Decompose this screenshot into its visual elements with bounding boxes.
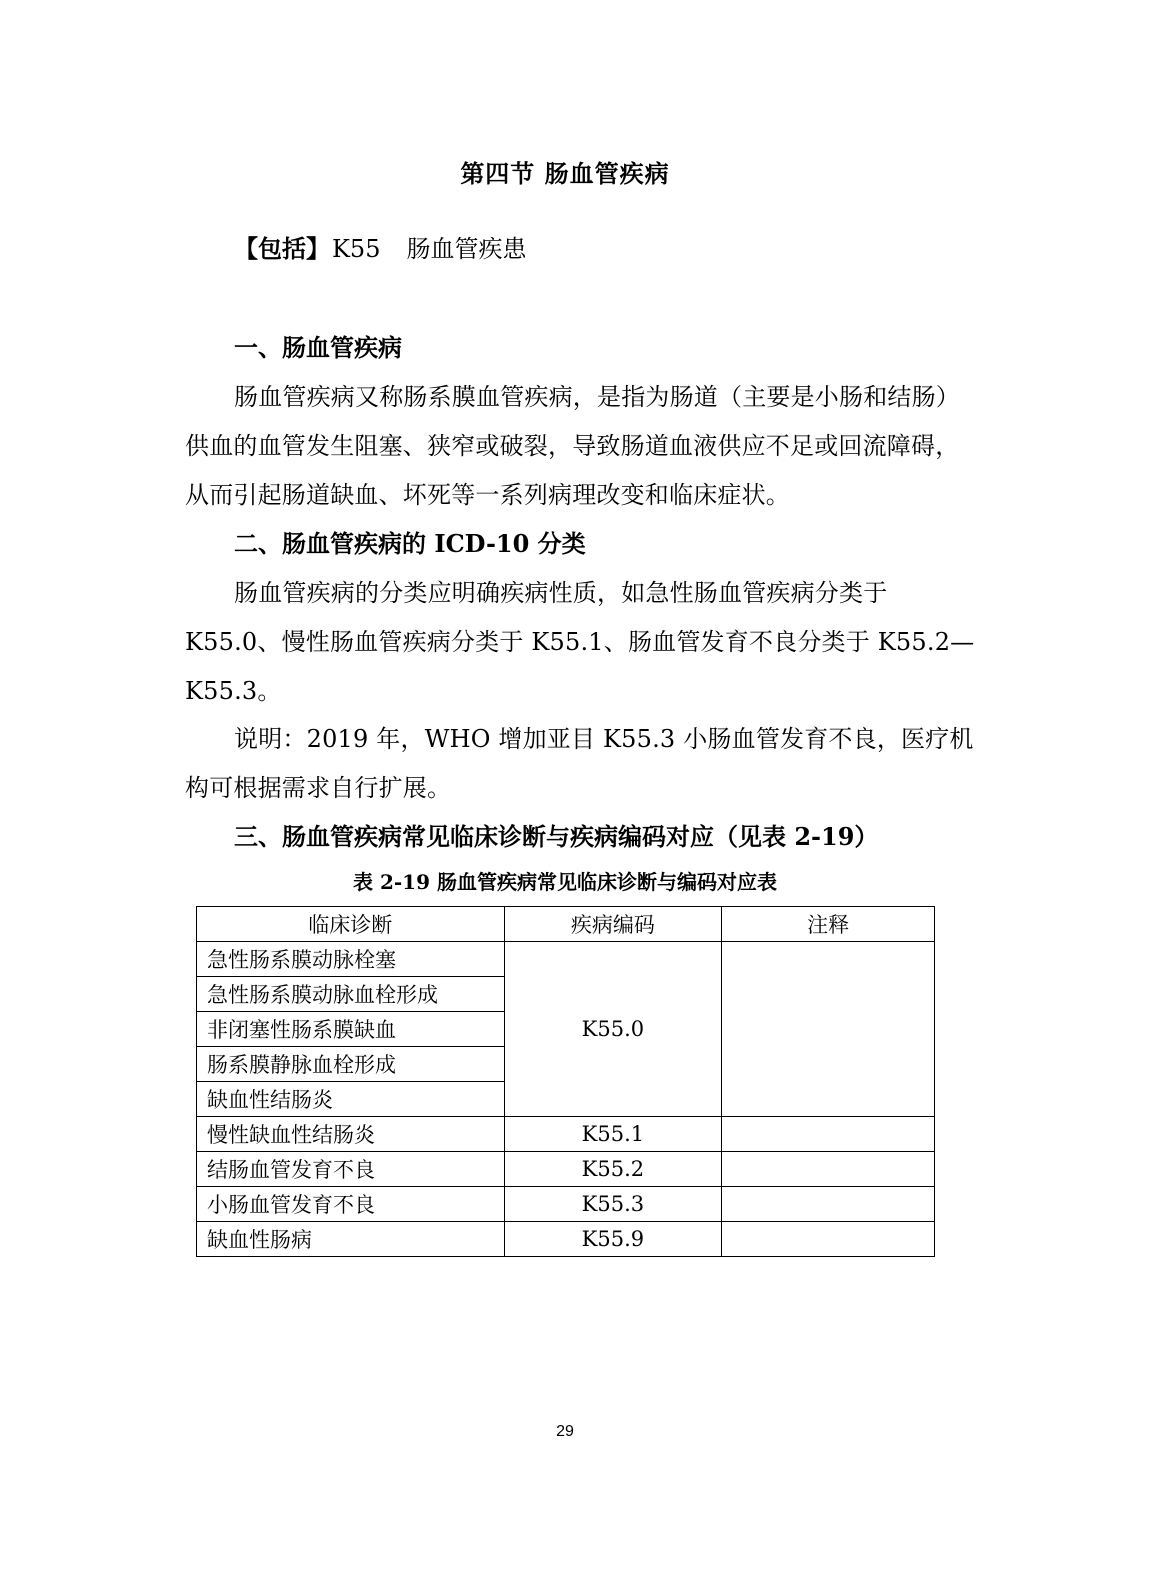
note-line: 说明：2019 年，WHO 增加亚目 K55.3 小肠血管发育不良，医疗机 bbox=[234, 725, 974, 753]
table-row bbox=[197, 1222, 935, 1257]
diagnosis-cell: 小肠血管发育不良 bbox=[197, 1187, 505, 1222]
diagnosis-cell: 非闭塞性肠系膜缺血 bbox=[197, 1012, 505, 1047]
note-cell bbox=[722, 1187, 935, 1222]
note-cell bbox=[722, 1117, 935, 1152]
diagnosis-cell: 肠系膜静脉血栓形成 bbox=[197, 1047, 505, 1082]
include-line bbox=[234, 229, 526, 264]
header-note: 注释 bbox=[722, 907, 935, 942]
header-code: 疾病编码 bbox=[504, 907, 722, 942]
diagnosis-cell: 慢性缺血性结肠炎 bbox=[197, 1117, 505, 1152]
table-row bbox=[197, 1152, 935, 1187]
diagnosis-cell: 急性肠系膜动脉栓塞 bbox=[197, 942, 505, 977]
section-title: 第四节 肠血管疾病 bbox=[460, 159, 670, 188]
paragraph-line: K55.0、慢性肠血管疾病分类于 K55.1、肠血管发育不良分类于 K55.2— bbox=[185, 628, 975, 656]
paragraph-line: 从而引起肠道缺血、坏死等一系列病理改变和临床症状。 bbox=[185, 481, 790, 509]
code-cell: K55.1 bbox=[504, 1117, 722, 1152]
diagnosis-code-table bbox=[196, 906, 935, 1257]
diagnosis-cell: 缺血性结肠炎 bbox=[197, 1082, 505, 1117]
paragraph-line: 供血的血管发生阻塞、狭窄或破裂，导致肠道血液供应不足或回流障碍， bbox=[185, 432, 960, 460]
paragraph-line: K55.3。 bbox=[185, 677, 282, 705]
heading-1: 一、肠血管疾病 bbox=[234, 333, 402, 362]
include-label: 【包括】 bbox=[234, 234, 330, 263]
paragraph-line: 肠血管疾病又称肠系膜血管疾病，是指为肠道（主要是小肠和结肠） bbox=[234, 383, 960, 411]
include-name: 肠血管疾患 bbox=[406, 235, 527, 263]
heading-2: 二、肠血管疾病的 ICD-10 分类 bbox=[234, 529, 586, 558]
table-row bbox=[197, 1117, 935, 1152]
table-header-row bbox=[197, 907, 935, 942]
code-cell: K55.0 bbox=[504, 942, 722, 1117]
diagnosis-cell: 缺血性肠病 bbox=[197, 1222, 505, 1257]
note-cell bbox=[722, 1152, 935, 1187]
table-row bbox=[197, 1187, 935, 1222]
table-caption: 表 2-19 肠血管疾病常见临床诊断与编码对应表 bbox=[353, 870, 777, 894]
note-cell bbox=[722, 942, 935, 1117]
heading-3: 三、肠血管疾病常见临床诊断与疾病编码对应（见表 2-19） bbox=[234, 822, 879, 851]
note-cell bbox=[722, 1222, 935, 1257]
code-cell: K55.3 bbox=[504, 1187, 722, 1222]
code-cell: K55.2 bbox=[504, 1152, 722, 1187]
table-row bbox=[197, 942, 935, 977]
paragraph-line: 肠血管疾病的分类应明确疾病性质，如急性肠血管疾病分类于 bbox=[234, 579, 888, 607]
page-number: 29 bbox=[556, 1423, 574, 1440]
header-diagnosis: 临床诊断 bbox=[197, 907, 505, 942]
note-line: 构可根据需求自行扩展。 bbox=[185, 774, 452, 802]
diagnosis-cell: 结肠血管发育不良 bbox=[197, 1152, 505, 1187]
code-cell: K55.9 bbox=[504, 1222, 722, 1257]
diagnosis-cell: 急性肠系膜动脉血栓形成 bbox=[197, 977, 505, 1012]
include-code: K55 bbox=[332, 235, 381, 263]
